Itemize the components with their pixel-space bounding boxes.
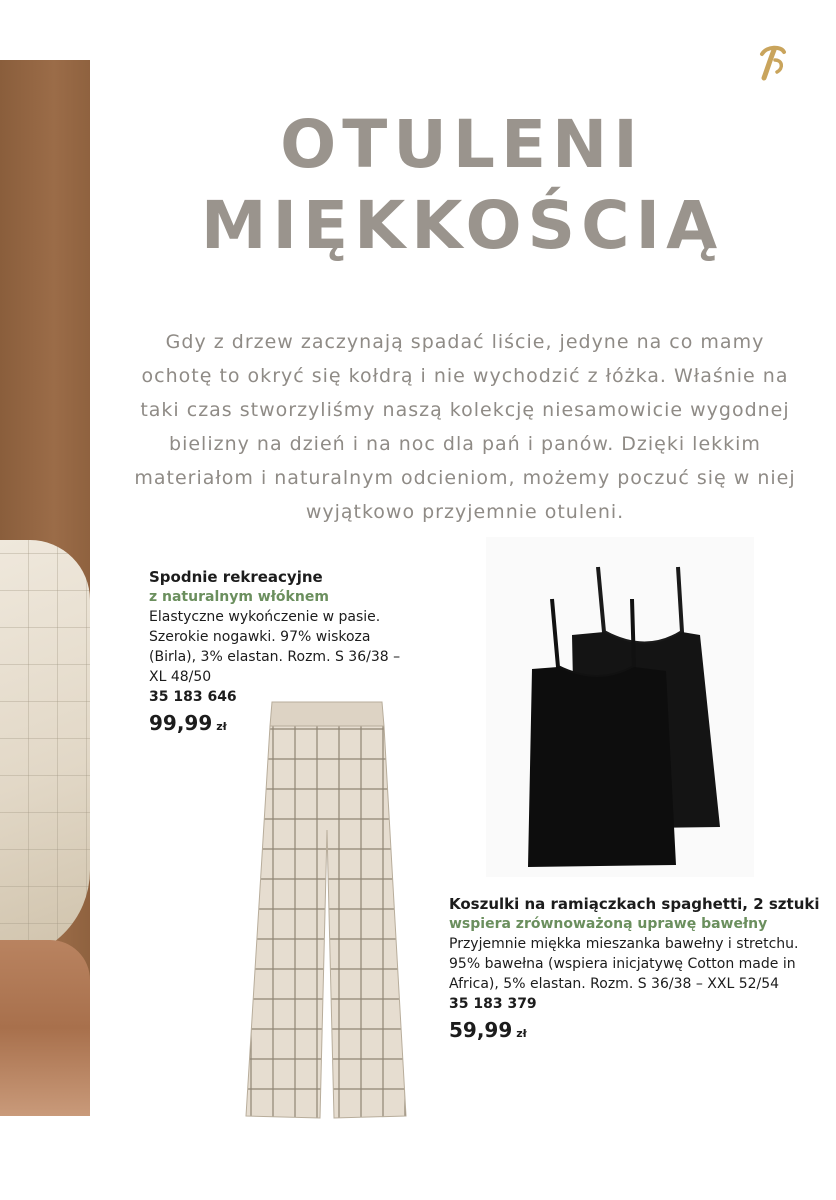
- product-card-camisoles: [449, 894, 829, 1044]
- product-subtitle: wspiera zrównoważoną uprawę bawełny: [449, 916, 768, 932]
- page-title-line1: OTULENI: [280, 106, 644, 183]
- product-name: Koszulki na ramiączkach spaghetti, 2 sztuki: [449, 895, 820, 913]
- product-name: Spodnie rekreacyjne: [149, 568, 323, 586]
- product-price: [449, 1020, 829, 1044]
- pants-product-image: [230, 700, 420, 1120]
- price-value: 99,99: [149, 711, 213, 735]
- product-code: 35 183 646: [149, 689, 237, 705]
- page-title-line2: MIĘKKOŚCIĄ: [200, 187, 724, 264]
- checked-fabric-detail: [0, 540, 90, 960]
- product-subtitle: z naturalnym włóknem: [149, 589, 329, 605]
- price-value: 59,99: [449, 1018, 513, 1042]
- camisoles-product-image: [486, 537, 754, 877]
- price-currency: zł: [516, 1027, 527, 1040]
- intro-paragraph: Gdy z drzew zaczynają spadać liście, jedyne na co mamy ochotę to okryć się kołdrą i nie wychodzić z łóżka. Właśnie na taki czas stworzyliśmy naszą kolekcję niesamowicie wygodnej bielizny na dzień i na noc dla pań i panów. Dzięki lekkim materiałom i naturalnym odcieniom, możemy poczuć się w niej wyjątkowo przyjemnie otuleni.: [134, 331, 796, 523]
- product-description: Elastyczne wykończenie w pasie. Szerokie nogawki. 97% wiskoza (Birla), 3% elastan. Rozm. S 36/38 – XL 48/50: [149, 609, 401, 685]
- product-code: 35 183 379: [449, 996, 537, 1012]
- price-currency: zł: [216, 720, 227, 733]
- product-description: Przyjemnie miękka mieszanka bawełny i stretchu. 95% bawełna (wspiera inicjatywę Cotton made in Africa), 5% elastan. Rozm. S 36/38 – XXL 52/54: [449, 936, 799, 992]
- photo-shadow-detail: [0, 940, 90, 1116]
- tchibo-logo-icon: [755, 42, 789, 82]
